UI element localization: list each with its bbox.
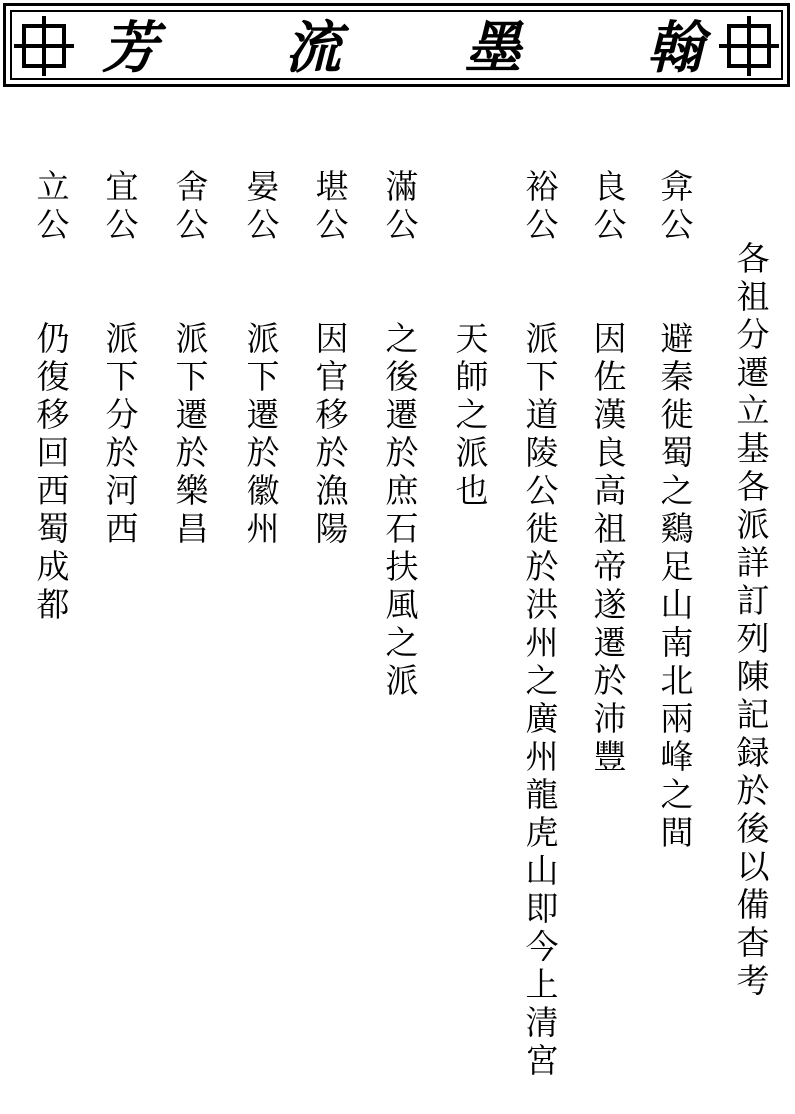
glyph: 於: [246, 433, 280, 472]
glyph: 派: [175, 319, 209, 358]
glyph: 因: [315, 319, 349, 358]
glyph: 師: [455, 357, 489, 396]
glyph: 公: [660, 205, 694, 244]
glyph: 帝: [593, 547, 627, 586]
glyph: 庶: [385, 471, 419, 510]
glyph: 公: [175, 205, 209, 244]
glyph: 漢: [593, 395, 627, 434]
glyph: 考: [736, 961, 770, 1000]
glyph: 今: [525, 927, 559, 966]
glyph: 漁: [315, 471, 349, 510]
glyph: 兩: [660, 699, 694, 738]
fret-ornament-left-icon: [14, 16, 74, 76]
glyph: 峰: [660, 737, 694, 776]
glyph: 避: [660, 319, 694, 358]
glyph: 徙: [525, 509, 559, 548]
glyph: 之: [385, 319, 419, 358]
glyph: 良: [593, 167, 627, 206]
glyph: 公: [246, 205, 280, 244]
glyph: 於: [593, 661, 627, 700]
glyph: 記: [736, 695, 770, 734]
glyph: 下: [175, 357, 209, 396]
glyph: 沛: [593, 699, 627, 738]
glyph: 派: [246, 319, 280, 358]
title-char-4: 翰: [647, 15, 703, 81]
glyph: 派: [455, 433, 489, 472]
glyph: 宮: [525, 1041, 559, 1080]
glyph: 之: [660, 775, 694, 814]
glyph: 列: [736, 619, 770, 658]
glyph: 西: [105, 509, 139, 548]
glyph: 公: [525, 471, 559, 510]
glyph: 之: [660, 471, 694, 510]
glyph: 後: [736, 809, 770, 848]
glyph: 分: [736, 315, 770, 354]
glyph: 詳: [736, 543, 770, 582]
glyph: 清: [525, 1003, 559, 1042]
glyph: 備: [736, 885, 770, 924]
glyph: 派: [105, 319, 139, 358]
glyph: 復: [36, 357, 70, 396]
glyph: 西: [36, 471, 70, 510]
glyph: 滿: [385, 167, 419, 206]
glyph: 遷: [385, 395, 419, 434]
glyph: 公: [315, 205, 349, 244]
glyph: 之: [455, 395, 489, 434]
glyph: 高: [593, 471, 627, 510]
glyph: 派: [525, 319, 559, 358]
glyph: 蜀: [660, 433, 694, 472]
glyph: 佐: [593, 357, 627, 396]
glyph: 訂: [736, 581, 770, 620]
glyph: 派: [385, 661, 419, 700]
glyph: 蜀: [36, 509, 70, 548]
glyph: 河: [105, 471, 139, 510]
glyph: 道: [525, 395, 559, 434]
glyph: 遷: [736, 353, 770, 392]
glyph: 祖: [593, 509, 627, 548]
glyph: 移: [315, 395, 349, 434]
glyph: 於: [736, 771, 770, 810]
glyph: 豐: [593, 737, 627, 776]
glyph: 陽: [315, 509, 349, 548]
glyph: 以: [736, 847, 770, 886]
glyph: 晏: [246, 167, 280, 206]
glyph: 仍: [36, 319, 70, 358]
glyph: 足: [660, 547, 694, 586]
glyph: 廣: [525, 699, 559, 738]
glyph: 扶: [385, 547, 419, 586]
glyph: 間: [660, 813, 694, 852]
glyph: 基: [736, 429, 770, 468]
glyph: 虎: [525, 813, 559, 852]
glyph: 公: [105, 205, 139, 244]
glyph: 龍: [525, 775, 559, 814]
glyph: 下: [525, 357, 559, 396]
glyph: 回: [36, 433, 70, 472]
glyph: 公: [385, 205, 419, 244]
glyph: 山: [660, 585, 694, 624]
glyph: 於: [175, 433, 209, 472]
glyph: 分: [105, 395, 139, 434]
glyph: 樂: [175, 471, 209, 510]
glyph: 都: [36, 585, 70, 624]
glyph: 各: [736, 239, 770, 278]
glyph: 堪: [315, 167, 349, 206]
glyph: 立: [736, 391, 770, 430]
glyph: 舍: [175, 167, 209, 206]
glyph: 遷: [593, 623, 627, 662]
glyph: 立: [36, 167, 70, 206]
glyph: 遷: [246, 395, 280, 434]
glyph: 良: [593, 433, 627, 472]
glyph: 宜: [105, 167, 139, 206]
glyph: 於: [105, 433, 139, 472]
glyph: 下: [246, 357, 280, 396]
glyph: 録: [736, 733, 770, 772]
glyph: 昌: [175, 509, 209, 548]
glyph: 遷: [175, 395, 209, 434]
glyph: 後: [385, 357, 419, 396]
glyph: 遂: [593, 585, 627, 624]
glyph: 石: [385, 509, 419, 548]
glyph: 於: [385, 433, 419, 472]
glyph: 公: [36, 205, 70, 244]
glyph: 公: [525, 205, 559, 244]
glyph: 即: [525, 889, 559, 928]
glyph: 下: [105, 357, 139, 396]
glyph: 州: [525, 737, 559, 776]
glyph: 因: [593, 319, 627, 358]
fret-ornament-right-icon: [719, 16, 779, 76]
glyph: 陳: [736, 657, 770, 696]
glyph: 官: [315, 357, 349, 396]
glyph: 祖: [736, 277, 770, 316]
glyph: 裕: [525, 167, 559, 206]
glyph: 陵: [525, 433, 559, 472]
glyph: 派: [736, 505, 770, 544]
glyph: 北: [660, 661, 694, 700]
glyph: 也: [455, 471, 489, 510]
glyph: 洪: [525, 585, 559, 624]
glyph: 徽: [246, 471, 280, 510]
glyph: 州: [525, 623, 559, 662]
glyph: 徙: [660, 395, 694, 434]
glyph: 公: [593, 205, 627, 244]
title-banner: [3, 3, 790, 87]
glyph: 南: [660, 623, 694, 662]
glyph: 風: [385, 585, 419, 624]
glyph: 州: [246, 509, 280, 548]
title-char-2: 流: [285, 15, 341, 81]
title-char-1: 芳: [102, 15, 158, 81]
glyph: 於: [315, 433, 349, 472]
glyph: 於: [525, 547, 559, 586]
glyph: 成: [36, 547, 70, 586]
glyph: 移: [36, 395, 70, 434]
glyph: 秦: [660, 357, 694, 396]
glyph: 鷄: [660, 509, 694, 548]
glyph: 山: [525, 851, 559, 890]
glyph: 天: [455, 319, 489, 358]
glyph: 之: [525, 661, 559, 700]
glyph: 之: [385, 623, 419, 662]
title-char-3: 墨: [465, 15, 521, 81]
glyph: 杳: [736, 923, 770, 962]
glyph: 上: [525, 965, 559, 1004]
glyph: 弇: [660, 167, 694, 206]
glyph: 各: [736, 467, 770, 506]
